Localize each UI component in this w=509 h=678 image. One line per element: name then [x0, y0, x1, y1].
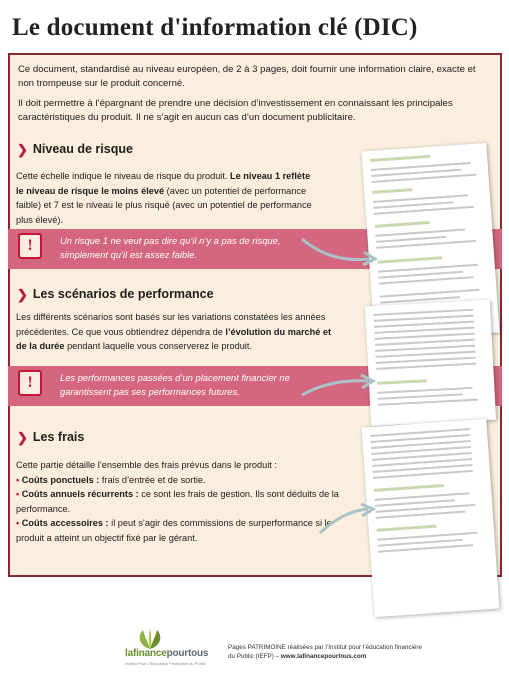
page-title: Le document d'information clé (DIC)	[12, 14, 418, 41]
section-heading-label: Niveau de risque	[32, 142, 133, 156]
leaf-logo-icon	[135, 628, 165, 650]
fees-item: • Coûts accessoires : il peut s’agir des commissions de surperformance si le produit a atteint un objectif fixé par le gérant.	[16, 518, 332, 543]
document-thumbnail	[365, 300, 496, 426]
intro	[18, 63, 493, 124]
chevron-right-icon: ❯	[17, 429, 28, 445]
fees-intro: Cette partie détaille l’ensemble des frais prévus dans le produit :	[16, 460, 277, 470]
footer-credits: Pages PATRIMOINE réalisées par l’Institut pour l’éducation financière du Public (IEFP) – www.lafinancepourtous.com	[228, 644, 423, 660]
fees-text	[16, 458, 356, 545]
chevron-right-icon: ❯	[17, 141, 28, 157]
warning-icon: !	[18, 370, 42, 396]
scenarios-text: Les différents scénarios sont basés sur les variations constatées les années précédentes. Ce que vous obtiendrez dépendra de l’évolution du marché et de la durée pendant laquelle vous conserverez le produit.	[16, 312, 332, 351]
risk-text: Cette échelle indique le niveau de risque du produit. Le niveau 1 reflète le niveau de risque le moins élevé (avec un potentiel de performance faible) et 7 est le niveau le plus risqué (avec un potentiel de performance plus élevé).	[16, 171, 312, 225]
warning-icon: !	[18, 233, 42, 259]
warning-text: Un risque 1 ne veut pas dire qu’il n’y a pas de risque, simplement qu’il est assez faible.	[60, 235, 281, 260]
footer-link[interactable]: www.lafinancepourtous.com	[280, 653, 367, 660]
section-heading-label: Les scénarios de performance	[32, 287, 214, 301]
document-thumbnail	[362, 419, 500, 617]
warning-text: Les performances passées d’un placement financier ne garantissent pas ses performances futures.	[60, 372, 290, 397]
brand-name: lafinancepourtous	[125, 648, 209, 659]
arrow-icon	[300, 235, 380, 271]
arrow-icon	[300, 373, 380, 405]
chevron-right-icon: ❯	[17, 286, 28, 302]
section-heading-risk	[17, 142, 133, 156]
brand-tagline: Institut Pour L'Éducation Financière du Public	[125, 661, 206, 666]
section-heading-fees	[17, 430, 84, 444]
fees-item: • Coûts ponctuels : frais d’entrée et de sortie.	[16, 474, 206, 485]
arrow-icon	[318, 503, 378, 537]
brand-logo	[125, 628, 220, 666]
section-heading-scenarios	[17, 287, 214, 301]
section-heading-label: Les frais	[32, 430, 85, 444]
intro-paragraph-1: Ce document, standardisé au niveau européen, de 2 à 3 pages, doit fournir une information claire, exacte et non trompeuse sur le produit concerné.	[18, 64, 476, 89]
fees-item: • Coûts annuels récurrents : ce sont les frais de gestion. Ils sont déduits de la performance.	[16, 489, 339, 514]
info-panel	[8, 53, 502, 577]
intro-paragraph-2: Il doit permettre à l’épargnant de prendre une décision d’investissement en connaissant les principales caractéristiques du produit. Il ne s’agit en aucun cas d’un document publicitaire.	[18, 98, 453, 123]
